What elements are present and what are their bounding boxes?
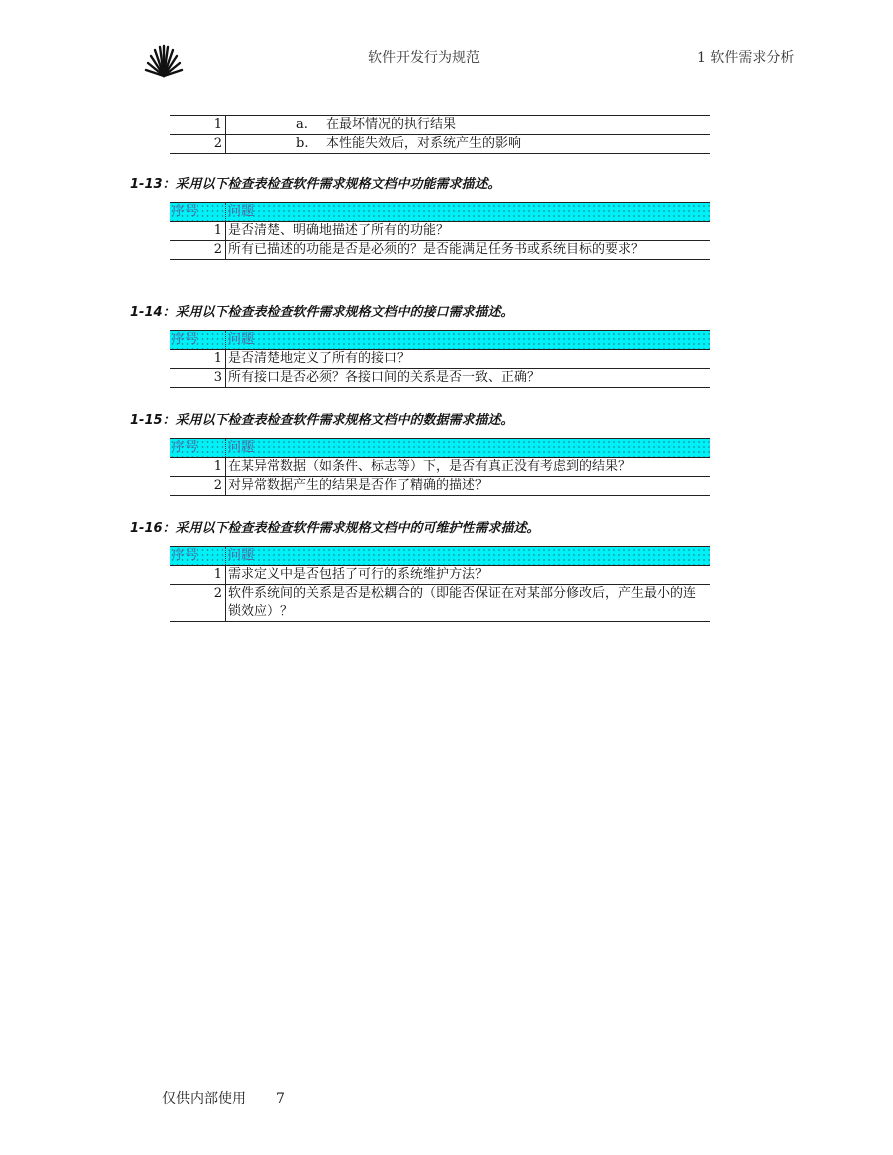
row-number: 1 [170,222,226,241]
table-row [170,458,710,477]
row-number: 2 [170,135,226,154]
header-question: 问题 [226,547,711,566]
row-question: 软件系统间的关系是否是松耦合的（即能否保证在对某部分修改后，产生最小的连锁效应）？ [226,585,711,622]
row-number: 1 [170,458,226,477]
list-marker: b. [296,136,309,151]
checklist-table [170,202,710,260]
header-question: 问题 [226,331,711,350]
section-heading: 1-14：采用以下检查表检查软件需求规格文档中的接口需求描述。 [130,305,514,320]
row-number: 1 [170,116,226,135]
row-number: 2 [170,585,226,622]
section-heading: 1-16：采用以下检查表检查软件需求规格文档中的可维护性需求描述。 [130,521,540,536]
header-num: 序号 [170,203,226,222]
table-row [170,585,710,622]
row-question: 所有已描述的功能是否是必须的？是否能满足任务书或系统目标的要求？ [226,241,711,260]
table-row [170,566,710,585]
header-question: 问题 [226,439,711,458]
row-text [226,116,711,135]
row-number: 1 [170,566,226,585]
company-logo [142,44,186,78]
row-number: 2 [170,477,226,496]
table-row [170,116,710,135]
row-question: 是否清楚、明确地描述了所有的功能？ [226,222,711,241]
section-heading: 1-15：采用以下检查表检查软件需求规格文档中的数据需求描述。 [130,413,514,428]
table-header [170,439,710,458]
chapter-title: 1 软件需求分析 [697,50,795,66]
page-footer [162,1088,285,1108]
row-number: 2 [170,241,226,260]
checklist-table [170,438,710,496]
header-question: 问题 [226,203,711,222]
row-number: 1 [170,350,226,369]
row-question: 需求定义中是否包括了可行的系统维护方法？ [226,566,711,585]
page-number: 7 [276,1091,285,1107]
table-row [170,241,710,260]
row-question: 对异常数据产生的结果是否作了精确的描述？ [226,477,711,496]
header-num: 序号 [170,439,226,458]
table-row [170,369,710,388]
list-marker: a. [296,117,308,132]
table-header [170,547,710,566]
section-heading: 1-13：采用以下检查表检查软件需求规格文档中功能需求描述。 [130,177,501,192]
document-title: 软件开发行为规范 [368,50,480,66]
table-row [170,222,710,241]
row-text [226,135,711,154]
checklist-table [170,546,710,622]
row-question: 在某异常数据（如条件、标志等）下，是否有真正没有考虑到的结果？ [226,458,711,477]
table-header [170,331,710,350]
row-question: 本性能失效后，对系统产生的影响 [326,136,522,151]
row-question: 是否清楚地定义了所有的接口？ [226,350,711,369]
checklist-table [170,330,710,388]
row-number: 3 [170,369,226,388]
header-num: 序号 [170,547,226,566]
footer-note: 仅供内部使用 [162,1091,246,1107]
table-row [170,477,710,496]
table-row [170,135,710,154]
row-question: 在最坏情况的执行结果 [326,117,457,132]
row-question: 所有接口是否必须？各接口间的关系是否一致、正确？ [226,369,711,388]
prev-checklist-table [170,115,710,154]
table-row [170,350,710,369]
table-header [170,203,710,222]
header-num: 序号 [170,331,226,350]
